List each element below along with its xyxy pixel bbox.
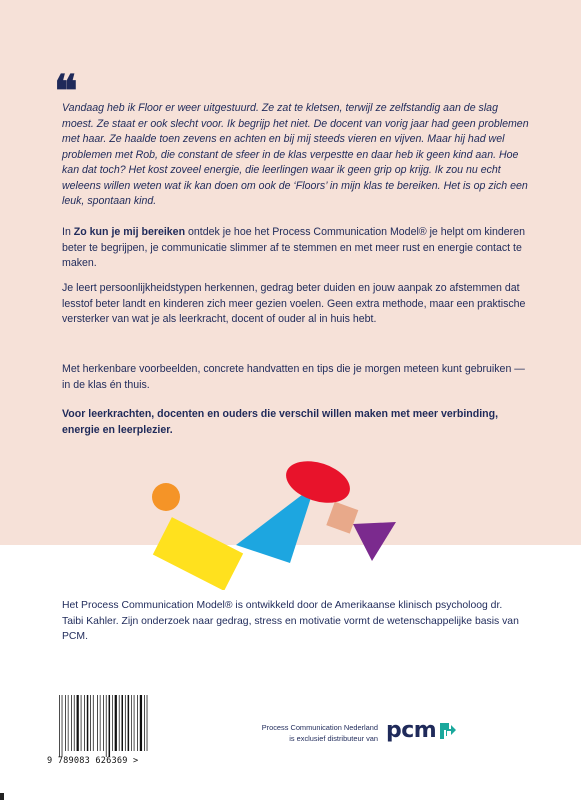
barcode-bar (125, 695, 126, 751)
body-paragraph-2: Je leert persoonlijkheidstypen herkennen, gedrag beter duiden en jouw aanpak zo afstemmen dat lesstof beter landt en kinderen zich meer gezien voelen. Geen extra methode, maar een praktische versterker van wat je als leerkracht, docent of ouder al in huis hebt. (62, 282, 526, 325)
pcm-logo-text: pcm (386, 718, 437, 743)
barcode-bar (59, 695, 60, 757)
barcode-bar (106, 695, 107, 757)
barcode-bar (68, 695, 69, 751)
barcode-image (58, 695, 150, 757)
red-oval-shape (281, 455, 356, 510)
barcode-bar (122, 695, 124, 751)
barcode-bar (71, 695, 72, 751)
decorative-shapes (140, 455, 410, 590)
barcode-bar (119, 695, 120, 751)
purple-triangle-shape (353, 522, 396, 561)
barcode-bar (103, 695, 104, 751)
barcode-bar (147, 695, 148, 751)
barcode-bar (112, 695, 113, 751)
barcode-bar (100, 695, 101, 751)
barcode-bar (137, 695, 138, 751)
distributor-line-2: is exclusief distributeur van (289, 734, 378, 743)
distributor-line-1: Process Communication Nederland (261, 723, 378, 732)
barcode-bar (77, 695, 79, 751)
barcode-bar (144, 695, 145, 751)
footer-paragraph: Het Process Communication Model® is ontwikkeld door de Amerikaanse klinisch psycholoog dr. Taibi Kahler. Zijn onderzoek naar gedrag, stress en motivatie vormt de wetenschappelijke basis van PCM. (62, 600, 519, 642)
intro-paragraph (62, 225, 532, 272)
barcode-bar (84, 695, 85, 751)
pcm-logo-mark-icon (439, 722, 457, 740)
barcode-bar (81, 695, 82, 751)
distributor-note (212, 722, 378, 744)
barcode-bar (134, 695, 135, 751)
peach-square-shape (326, 502, 358, 534)
barcode-bar (65, 695, 66, 751)
barcode-bar (109, 695, 111, 757)
barcode-number: 9 789083 626369 > (47, 756, 139, 766)
yellow-rectangle-shape (153, 517, 243, 590)
pcm-logo (386, 718, 457, 743)
book-title-inline: Zo kun je mij bereiken (73, 226, 186, 238)
quote-mark-icon: ❝ (54, 66, 78, 117)
barcode-bar (97, 695, 98, 751)
barcode-bar (140, 695, 142, 751)
corner-mark (0, 793, 4, 800)
barcode-bar (90, 695, 91, 751)
barcode-bar (62, 695, 63, 757)
intro-rest: ontdek je hoe het Process Communication Model® je helpt om kinderen beter te begrijpen, je communicatie slimmer af te stemmen en met meer rust en energie contact te maken. (62, 226, 525, 269)
intro-lead: In (62, 226, 74, 238)
blue-triangle-shape (236, 485, 315, 563)
quote-paragraph: Vandaag heb ik Floor er weer uitgestuurd. Ze zat te kletsen, terwijl ze zelfstandig aan de slag moest. Ze staat er ook slecht voor. Ik begrijp het niet. De docent van vorig jaar had geen problemen met haar. Ze haalde toen zevens en achten en bij mij steeds vieren en vijven. Maar hij had wel problemen met Rob, die constant de sfeer in de klas verpestte en daar heb ik geen kind aan. Hoe kan dat toch? Het kost zoveel energie, die leerlingen waar ik geen grip op krijg. Ik zou nu echt weleens willen weten wat ik kan doen om ook de ‘Floors’ in mijn klas te bereiken. Het is op zich een leuk, spontaan kind. (62, 102, 529, 207)
barcode-bar (115, 695, 117, 751)
barcode-bar (74, 695, 75, 751)
body-paragraph-3: Met herkenbare voorbeelden, concrete handvatten en tips die je morgen meteen kunt gebruiken — in de klas én thuis. (62, 363, 525, 391)
barcode-bar (93, 695, 94, 751)
barcode-bar (131, 695, 132, 751)
tagline-paragraph: Voor leerkrachten, docenten en ouders die verschil willen maken met meer verbinding, energie en leerplezier. (62, 408, 499, 436)
orange-circle-shape (152, 483, 180, 511)
barcode-bar (87, 695, 89, 751)
barcode-bar (128, 695, 130, 751)
